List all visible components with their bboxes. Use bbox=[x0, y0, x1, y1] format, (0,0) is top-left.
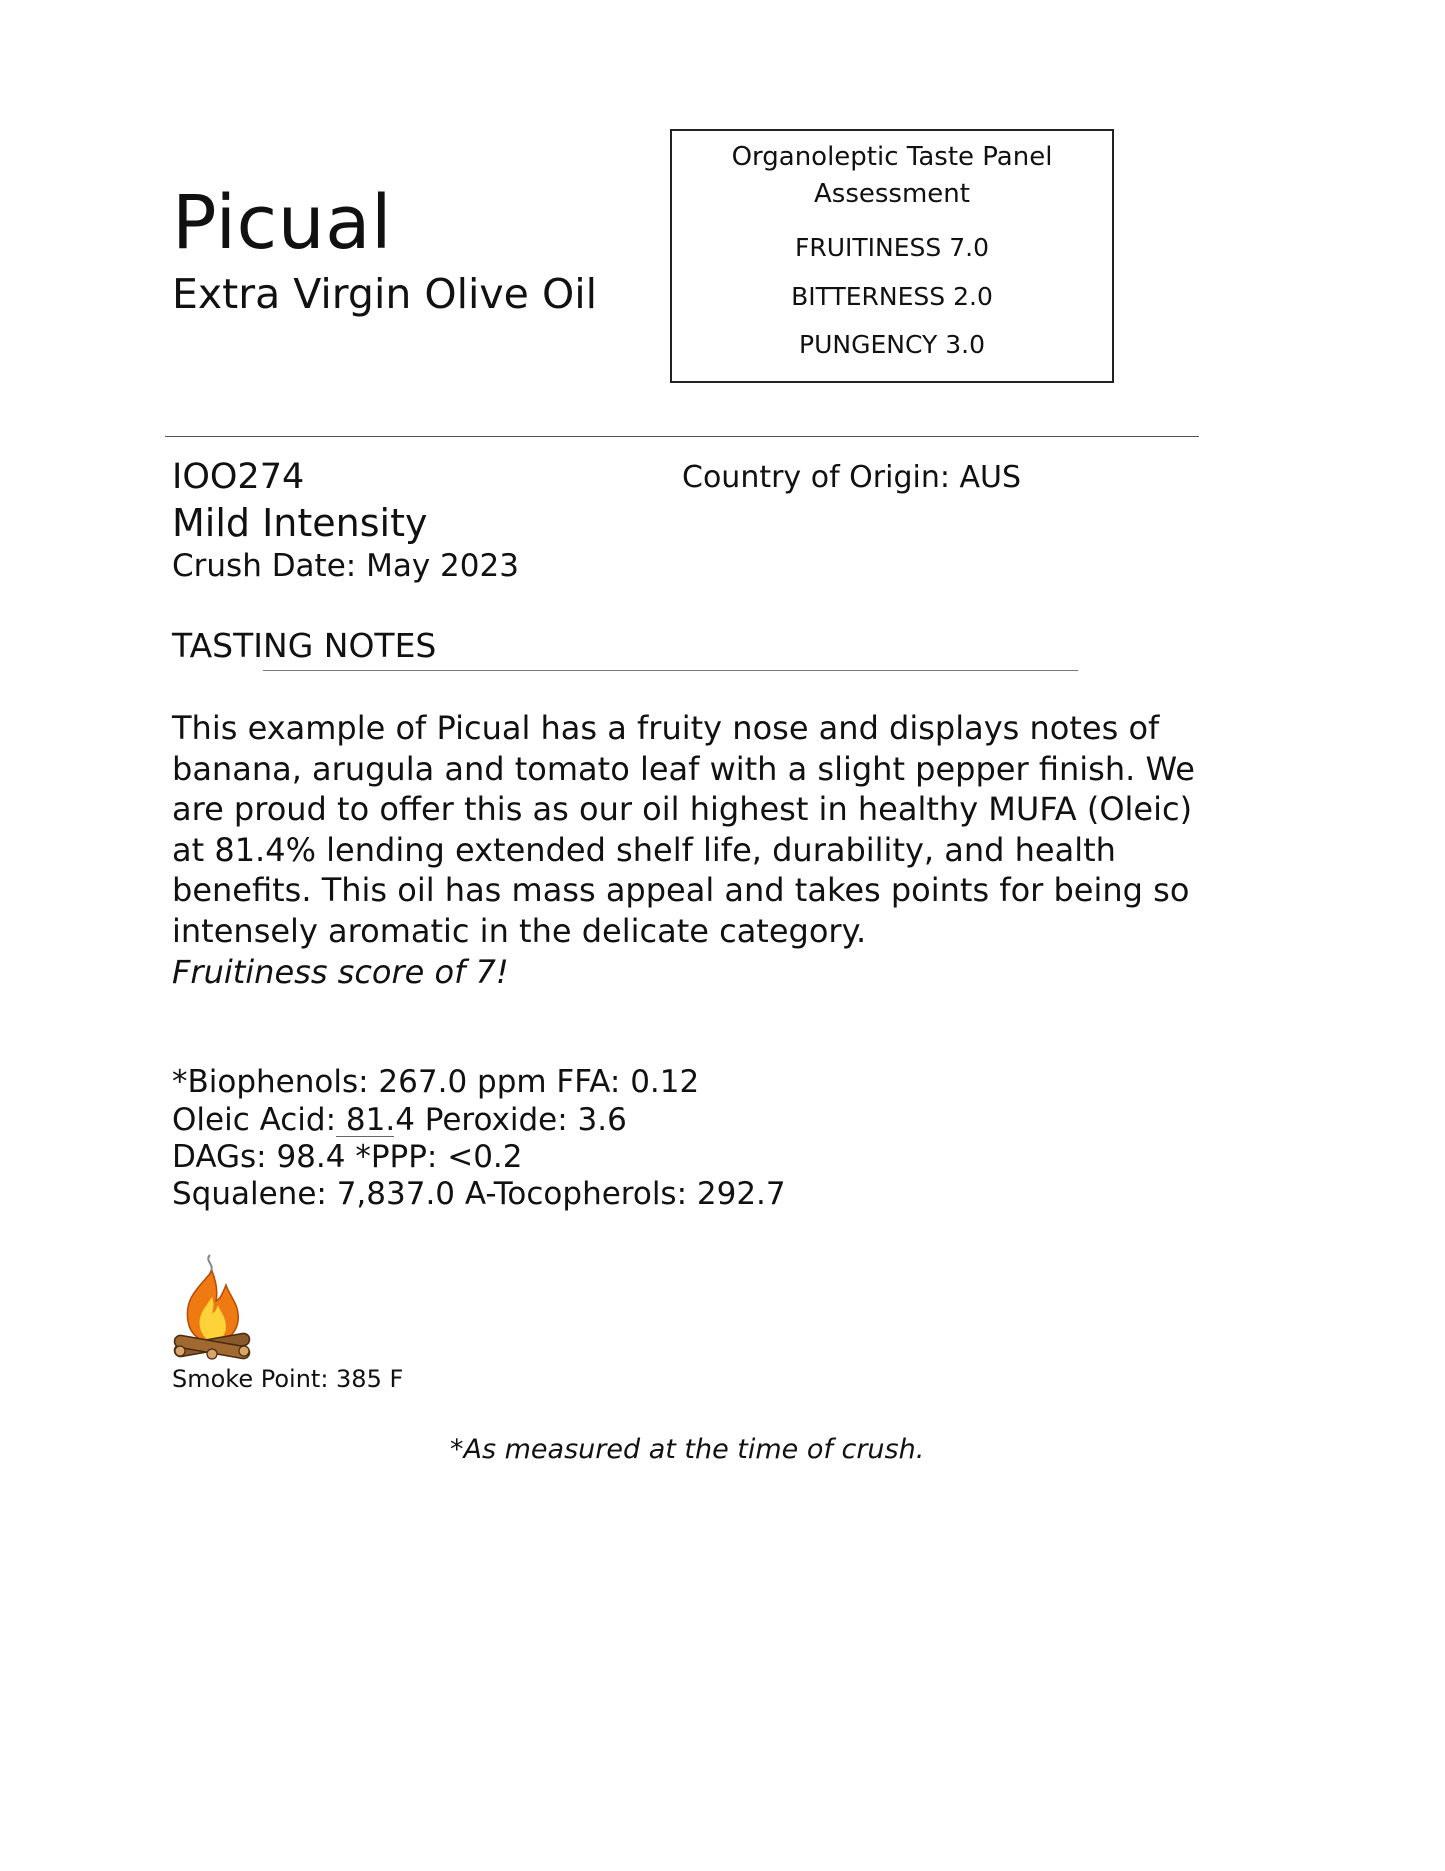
metric-line-oleic-peroxide: Oleic Acid: 81.4 Peroxide: 3.6 bbox=[172, 1102, 627, 1138]
smoke-point-label: Smoke Point: 385 F bbox=[172, 1365, 404, 1393]
section-divider bbox=[165, 436, 1199, 437]
fruitiness-callout: Fruitiness score of 7! bbox=[172, 953, 509, 991]
product-title: Picual bbox=[172, 180, 393, 266]
product-subtitle: Extra Virgin Olive Oil bbox=[172, 270, 597, 318]
taste-panel-heading: Organoleptic Taste Panel Assessment bbox=[731, 142, 1053, 209]
metric-line-squalene-tocopherols: Squalene: 7,837.0 A-Tocopherols: 292.7 bbox=[172, 1176, 786, 1212]
measurement-footnote: *As measured at the time of crush. bbox=[450, 1434, 925, 1465]
intensity-label: Mild Intensity bbox=[172, 501, 428, 545]
metric-line-dags-ppp: DAGs: 98.4 *PPP: <0.2 bbox=[172, 1139, 523, 1175]
tasting-notes-heading: TASTING NOTES bbox=[172, 626, 437, 665]
product-code: IOO274 bbox=[172, 457, 305, 497]
pungency-score: PUNGENCY 3.0 bbox=[799, 330, 985, 359]
oleic-value-underline bbox=[336, 1136, 394, 1137]
fruitiness-score: FRUITINESS 7.0 bbox=[794, 233, 989, 262]
bitterness-score: BITTERNESS 2.0 bbox=[791, 282, 993, 311]
metric-line-biophenols-ffa: *Biophenols: 267.0 ppm FFA: 0.12 bbox=[172, 1064, 700, 1100]
country-of-origin: Country of Origin: AUS bbox=[682, 460, 1022, 495]
tasting-notes-rule bbox=[263, 670, 1078, 671]
tasting-notes-body: This example of Picual has a fruity nose and displays notes of banana, arugula and tomato leaf with a slight pepper finish. We are proud to offer this as our oil highest in healthy MUFA (Oleic) at 81.4% lending extended shelf life, durability, and health benefits. This oil has mass appeal and takes points for being so intensely aromatic in the delicate category. bbox=[172, 709, 1195, 950]
taste-panel-box bbox=[670, 129, 1114, 383]
crush-date: Crush Date: May 2023 bbox=[172, 548, 519, 584]
campfire-icon bbox=[170, 1253, 254, 1363]
